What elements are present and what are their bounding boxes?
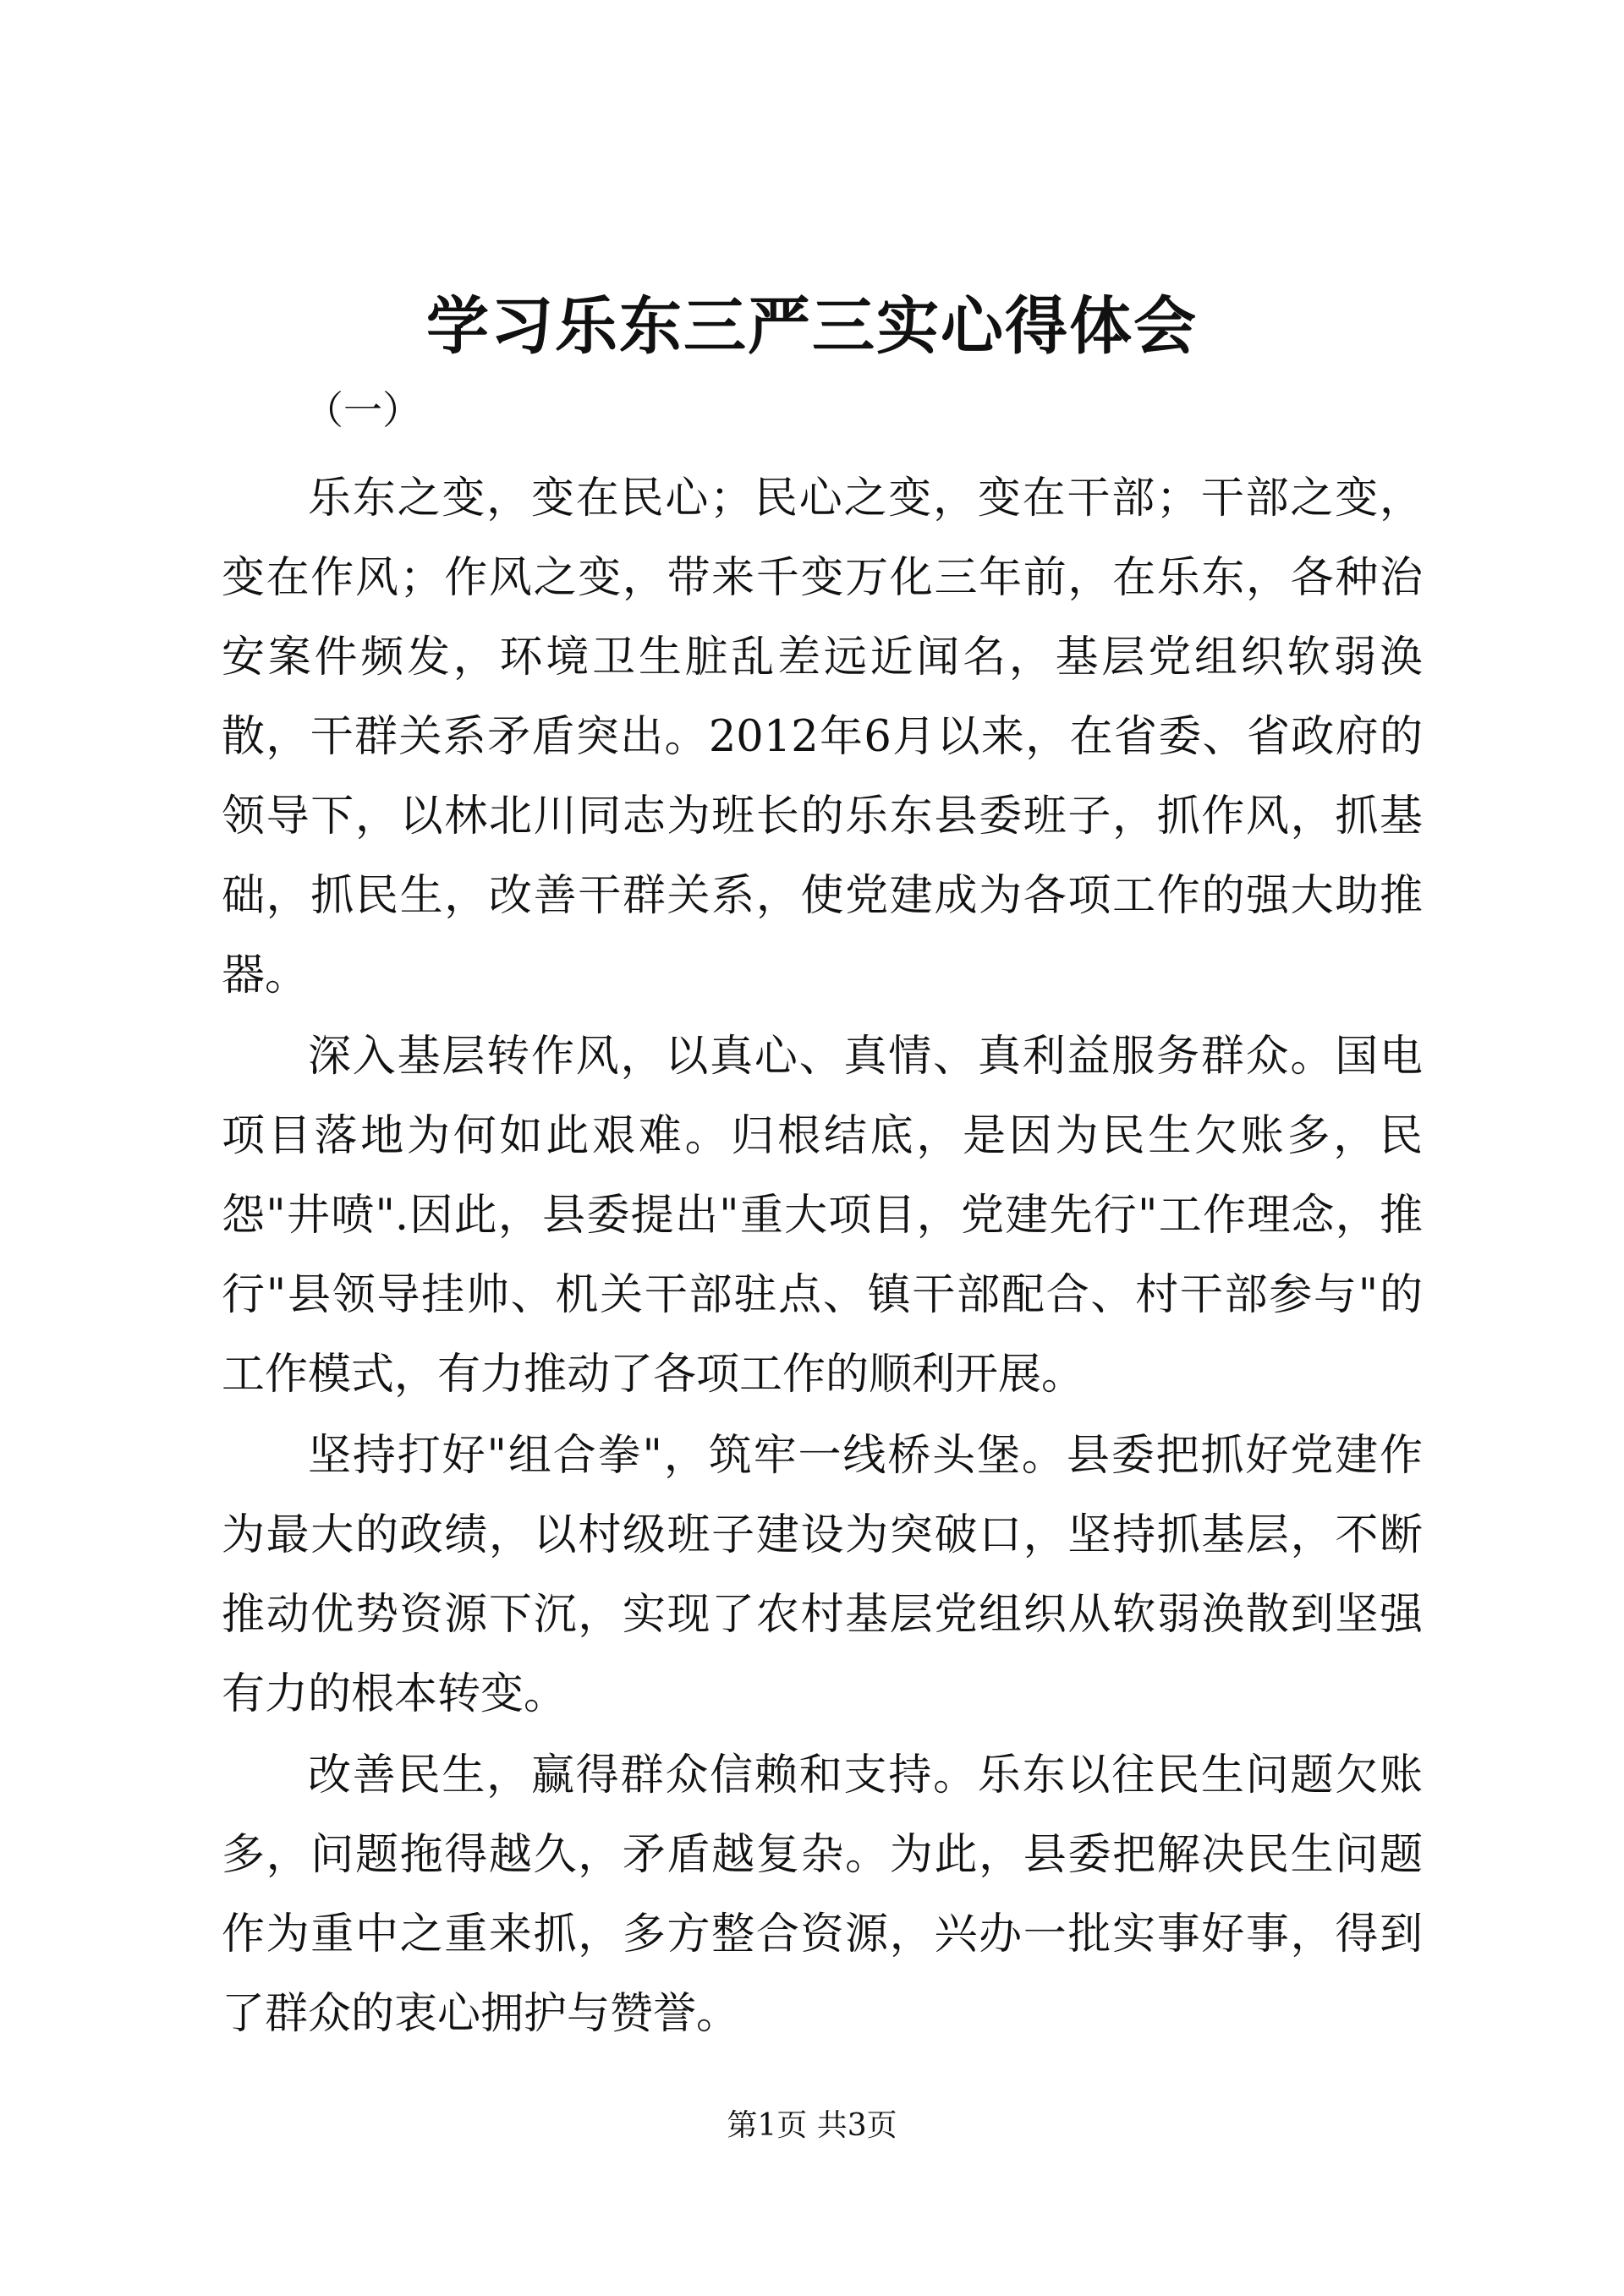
- page-footer: 第1页 共3页: [727, 2108, 897, 2143]
- document-body: [222, 459, 1423, 2056]
- section-number: （一）: [304, 387, 421, 433]
- paragraph: 深入基层转作风，以真心、真情、真利益服务群众。国电项目落地为何如此艰难。归根结底，是因为民生欠账多，民怨"井喷".因此，县委提出"重大项目，党建先行"工作理念，推行"县领导挂帅、机关干部驻点、镇干部配合、村干部参与"的工作模式，有力推动了各项工作的顺利开展。: [222, 1032, 1423, 1400]
- paragraph: 改善民生，赢得群众信赖和支持。乐东以往民生问题欠账多，问题拖得越久，矛盾越复杂。为此，县委把解决民生问题作为重中之重来抓，多方整合资源，兴办一批实事好事，得到了群众的衷心拥护与赞誉。: [222, 1751, 1423, 2039]
- paragraph: 坚持打好"组合拳"，筑牢一线桥头堡。县委把抓好党建作为最大的政绩，以村级班子建设为突破口，坚持抓基层，不断推动优势资源下沉，实现了农村基层党组织从软弱涣散到坚强有力的根本转变。: [222, 1431, 1423, 1719]
- paragraph: 乐东之变，变在民心；民心之变，变在干部；干部之变，变在作风；作风之变，带来千变万化三年前，在乐东，各种治安案件频发，环境卫生脏乱差远近闻名，基层党组织软弱涣散，干群关系矛盾突出。2012年6月以来，在省委、省政府的领导下，以林北川同志为班长的乐东县委班子，抓作风，抓基础，抓民生，改善干群关系，使党建成为各项工作的强大助推器。: [222, 474, 1423, 1000]
- document-title: 学习乐东三严三实心得体会: [426, 290, 1198, 363]
